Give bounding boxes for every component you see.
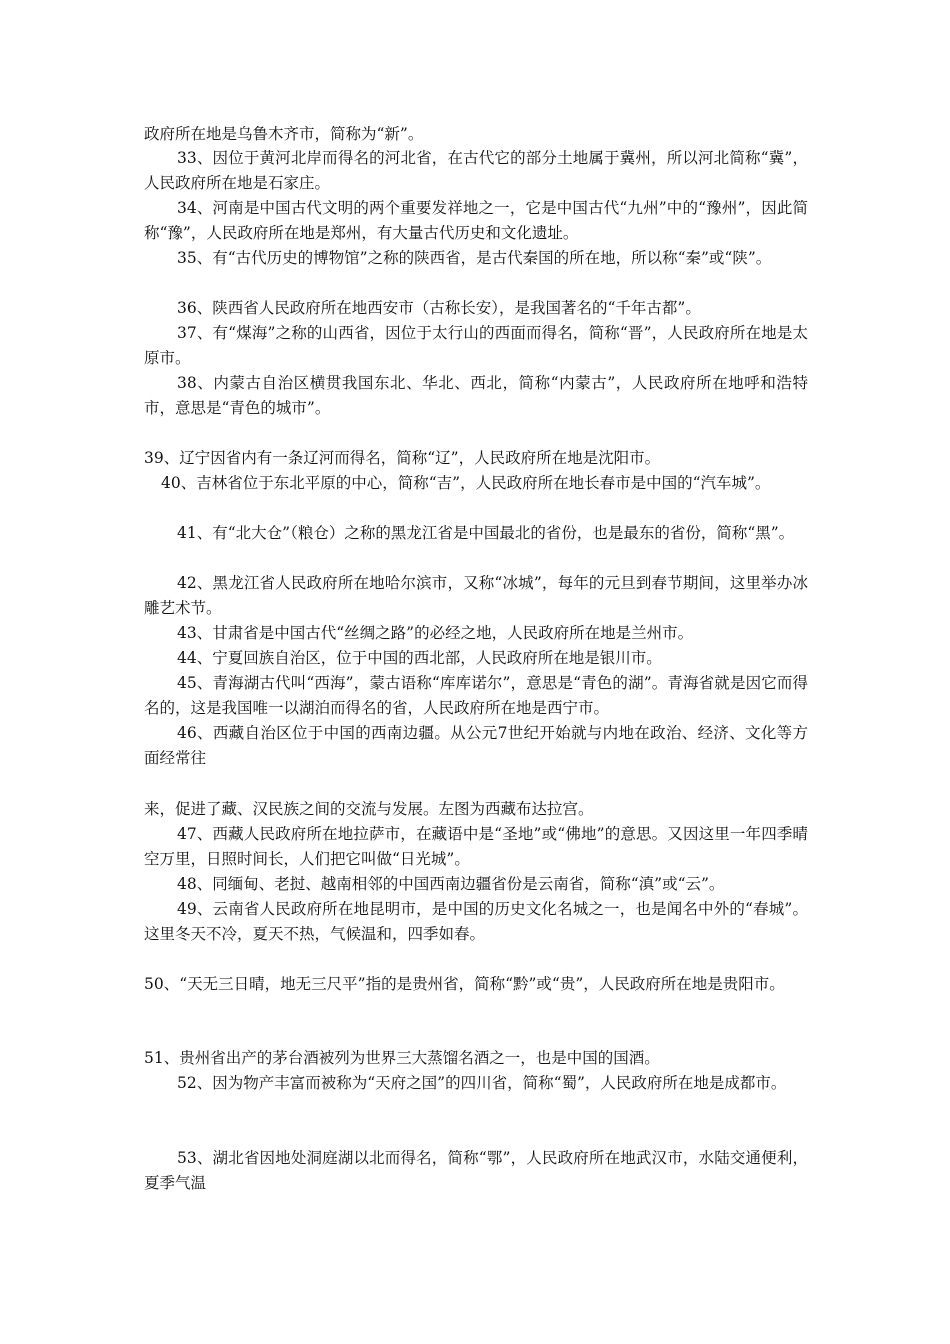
paragraph-46: 46、西藏自治区位于中国的西南边疆。从公元7世纪开始就与内地在政治、经济、文化等方面经常往 — [144, 724, 808, 767]
paragraph-40: 40、吉林省位于东北平原的中心，简称“吉”，人民政府所在地长春市是中国的“汽车城”。 — [161, 474, 771, 492]
paragraph-xinjiang-end: 政府所在地是乌鲁木齐市，简称为“新”。 — [144, 125, 424, 143]
paragraph-44: 44、宁夏回族自治区，位于中国的西北部，人民政府所在地是银川市。 — [177, 649, 662, 667]
paragraph-41: 41、有“北大仓”（粮仓）之称的黑龙江省是中国最北的省份，也是最东的省份，简称“黑”。 — [177, 524, 795, 542]
paragraph-50: 50、“天无三日晴，地无三尺平”指的是贵州省，简称“黔”或“贵”，人民政府所在地是贵阳市。 — [144, 975, 785, 993]
paragraph-33: 33、因位于黄河北岸而得名的河北省，在古代它的部分土地属于冀州，所以河北简称“冀”，人民政府所在地是石家庄。 — [144, 149, 808, 192]
paragraph-37: 37、有“煤海”之称的山西省，因位于太行山的西面而得名，简称“晋”，人民政府所在地是太原市。 — [144, 324, 808, 367]
paragraph-43: 43、甘肃省是中国古代“丝绸之路”的必经之地，人民政府所在地是兰州市。 — [177, 624, 694, 642]
paragraph-46-cont: 来，促进了藏、汉民族之间的交流与发展。左图为西藏布达拉宫。 — [144, 800, 594, 818]
paragraph-48: 48、同缅甸、老挝、越南相邻的中国西南边疆省份是云南省，简称“滇”或“云”。 — [177, 875, 725, 893]
paragraph-35: 35、有“古代历史的博物馆”之称的陕西省，是古代秦国的所在地，所以称“秦”或“陕”。 — [177, 249, 772, 267]
paragraph-47: 47、西藏人民政府所在地拉萨市，在藏语中是“圣地”或“佛地”的意思。又因这里一年四季晴空万里，日照时间长，人们把它叫做“日光城”。 — [144, 825, 808, 868]
paragraph-45: 45、青海湖古代叫“西海”，蒙古语称“库库诺尔”，意思是“青色的湖”。青海省就是因它而得名的，这是我国唯一以湖泊而得名的省，人民政府所在地是西宁市。 — [144, 674, 808, 717]
paragraph-34: 34、河南是中国古代文明的两个重要发祥地之一，它是中国古代“九州”中的“豫州”，因此简称“豫”，人民政府所在地是郑州，有大量古代历史和文化遗址。 — [144, 199, 808, 242]
paragraph-42: 42、黑龙江省人民政府所在地哈尔滨市，又称“冰城”，每年的元旦到春节期间，这里举办冰雕艺术节。 — [144, 574, 808, 617]
paragraph-39: 39、辽宁因省内有一条辽河而得名，简称“辽”，人民政府所在地是沈阳市。 — [144, 449, 661, 467]
paragraph-38: 38、内蒙古自治区横贯我国东北、华北、西北，简称“内蒙古”，人民政府所在地呼和浩特市，意思是“青色的城市”。 — [144, 374, 808, 417]
paragraph-53: 53、湖北省因地处洞庭湖以北而得名，简称“鄂”，人民政府所在地武汉市，水陆交通便利，夏季气温 — [144, 1149, 808, 1192]
paragraph-51: 51、贵州省出产的茅台酒被列为世界三大蒸馏名酒之一，也是中国的国酒。 — [144, 1049, 660, 1067]
paragraph-52: 52、因为物产丰富而被称为“天府之国”的四川省，简称“蜀”，人民政府所在地是成都市。 — [177, 1074, 787, 1092]
paragraph-49: 49、云南省人民政府所在地昆明市，是中国的历史文化名城之一，也是闻名中外的“春城”。这里冬天不冷，夏天不热，气候温和，四季如春。 — [144, 900, 808, 943]
paragraph-36: 36、陕西省人民政府所在地西安市（古称长安），是我国著名的“千年古都”。 — [177, 299, 701, 317]
